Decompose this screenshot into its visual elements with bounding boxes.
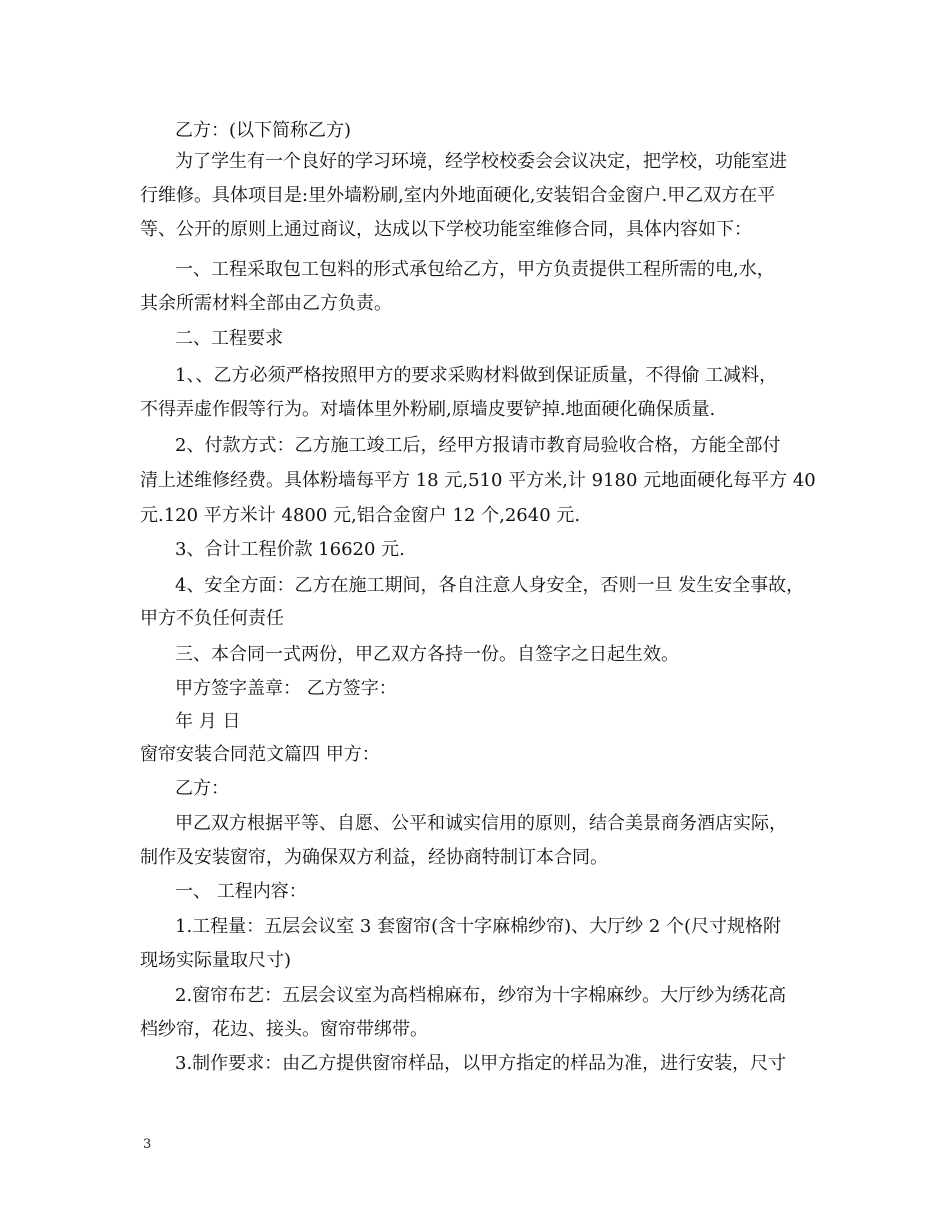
text-line: 一、工程采取包工包料的形式承包给乙方，甲方负责提供工程所需的电,水， [175,259,775,280]
text-line: 三、本合同一式两份，甲乙双方各持一份。自签字之日起生效。 [175,644,679,665]
text-line: 甲方签字盖章： 乙方签字： [175,678,397,699]
text-line: 现场实际量取尺寸) [140,950,292,971]
text-line: 甲方不负任何责任 [140,608,284,629]
text-line: 1、、乙方必须严格按照甲方的要求采购材料做到保证质量，不得偷 工减料， [175,365,778,386]
text-line: 3、合计工程价款 16620 元. [175,539,405,560]
text-line: 清上述维修经费。具体粉墙每平方 18 元,510 平方米,计 9180 元地面硬化每平方 40 [140,470,816,491]
text-line: 其余所需材料全部由乙方负责。 [140,293,392,314]
text-line: 行维修。具体项目是:里外墙粉刷,室内外地面硬化,安装铝合金窗户.甲乙双方在平 [140,185,776,206]
text-line: 二、工程要求 [175,328,283,349]
text-line: 为了学生有一个良好的学习环境，经学校校委会会议决定，把学校，功能室进 [175,151,787,172]
text-line: 2.窗帘布艺：五层会议室为高档棉麻布，纱帘为十字棉麻纱。大厅纱为绣花高 [175,985,787,1006]
text-line: 不得弄虚作假等行为。对墙体里外粉刷,原墙皮要铲掉.地面硬化确保质量. [140,399,716,420]
text-line: 1.工程量：五层会议室 3 套窗帘(含十字麻棉纱帘)、大厅纱 2 个(尺寸规格附 [175,916,782,937]
text-line: 年 月 日 [175,711,241,732]
text-line: 一、 工程内容： [175,881,307,902]
text-line: 制作及安装窗帘，为确保双方利益，经协商特制订本合同。 [140,847,608,868]
text-line: 档纱帘，花边、接头。窗帘带绑带。 [140,1019,428,1040]
text-line: 乙方：(以下简称乙方) [175,120,352,141]
text-line: 等、公开的原则上通过商议，达成以下学校功能室维修合同，具体内容如下： [140,219,752,240]
text-line: 4、安全方面：乙方在施工期间，各自注意人身安全，否则一旦 发生安全事故， [175,575,805,596]
text-line: 甲乙双方根据平等、自愿、公平和诚实信用的原则，结合美景商务酒店实际， [175,813,787,834]
text-line: 乙方： [175,778,229,799]
page-number: 3 [143,1137,152,1152]
text-line: 窗帘安装合同范文篇四 甲方： [140,744,380,765]
text-line: 元.120 平方米计 4800 元,铝合金窗户 12 个,2640 元. [140,505,581,526]
text-line: 3.制作要求：由乙方提供窗帘样品，以甲方指定的样品为准，进行安装，尺寸 [175,1053,787,1074]
text-line: 2、付款方式：乙方施工竣工后，经甲方报请市教育局验收合格，方能全部付 [175,435,781,456]
